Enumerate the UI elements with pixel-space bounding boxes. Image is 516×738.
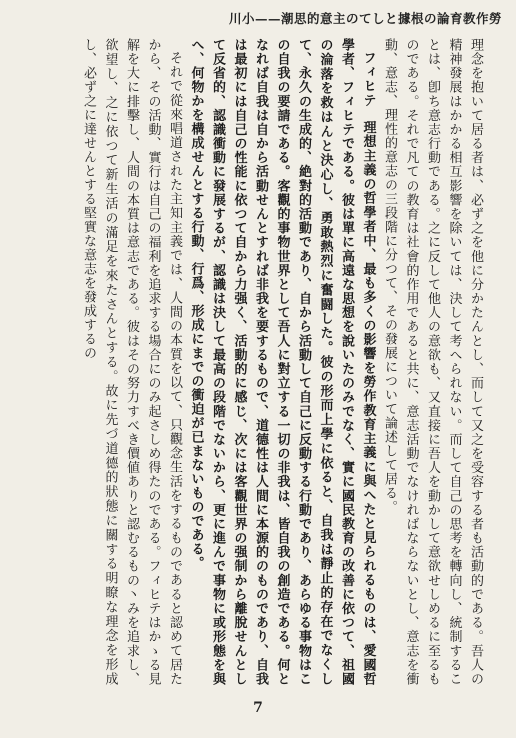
paragraph-1: 理念を抱いて居る者は、必ず之を他に分かたんとし、而して又之を受容する者も活動的である。吾人の精神發展はかかる相互影響を除いては、決して考へられない。而して自己の思考を轉向し、統制することは、卽ち意志行動である。之に反して他人の意欲も、又直接に吾人を動かして意欲せしめるに至るものである。それで凡ての教育は社會的作用であると共に、意志活動でなければならないとし、意志を衝動、意志、理性的意志の三段階に分つて、その發展について論述して居る。 bbox=[382, 38, 483, 686]
paragraph-2-with-heading bbox=[185, 38, 379, 686]
paragraph-3: それで從來唱道された主知主義では、人間の本質を以て、只觀念生活をするものであると認めて居たから、その活動、實行は自己の福利を追求する場合にのみ起さしめ得たのである。フィヒテはかゝる見解を大に排擊し、人間の本質は意志である。彼はその努力すべき價値ありと認むるもの丶みを追求し、欲望し、之に依つて新生活の滿足を來たさんとする。故に先づ道德的狀態に關する明瞭な理念を形成し、必ず之に達せんとする堅實な意志を發成するの bbox=[81, 38, 182, 686]
vertical-body-text bbox=[16, 38, 486, 686]
paragraph-2: 理想主義の哲學者中、最も多くの影響を勞作教育主義に與へたと見られるものは、愛國哲學者、フィヒテである。彼は單に高遠な思想を說いたのみでなく、實に國民教育の改善に依つて、祖國の淪落を救はんと決心し、勇敢熱烈に奮闘した。彼の形而上學に依ると、自我は靜止的存在でなくして、永久の生成的、絶對的活動であり、自から活動して自己に反動する行動であり、あらゆる事物はこの自我の要請である。客觀的事物世界として吾人に對立する一切の非我は、皆自我の創造である。何となれば自我は自から活動せんとすれば非我を要するもので、道德性は人間に本源的のものであり、自我は最初には自己の性能に依つて自から力强く、活動的に感じ、次には客觀世界の强制から離脫せんとして反省的、認識衝動に發展するが、認識は決して最高の段階でないから、更に進んで事物に或形態を與へ、何物かを構成せんとする行動、行爲、形成にまでの衝迫が已まないものである。 bbox=[188, 38, 376, 686]
running-title: 勞作教育論の根據としての主意的思潮——小川 bbox=[228, 11, 502, 26]
running-header bbox=[2, 8, 502, 30]
page-number: 7 bbox=[253, 700, 263, 716]
section-name-fichte: フィヒテ bbox=[360, 51, 376, 108]
